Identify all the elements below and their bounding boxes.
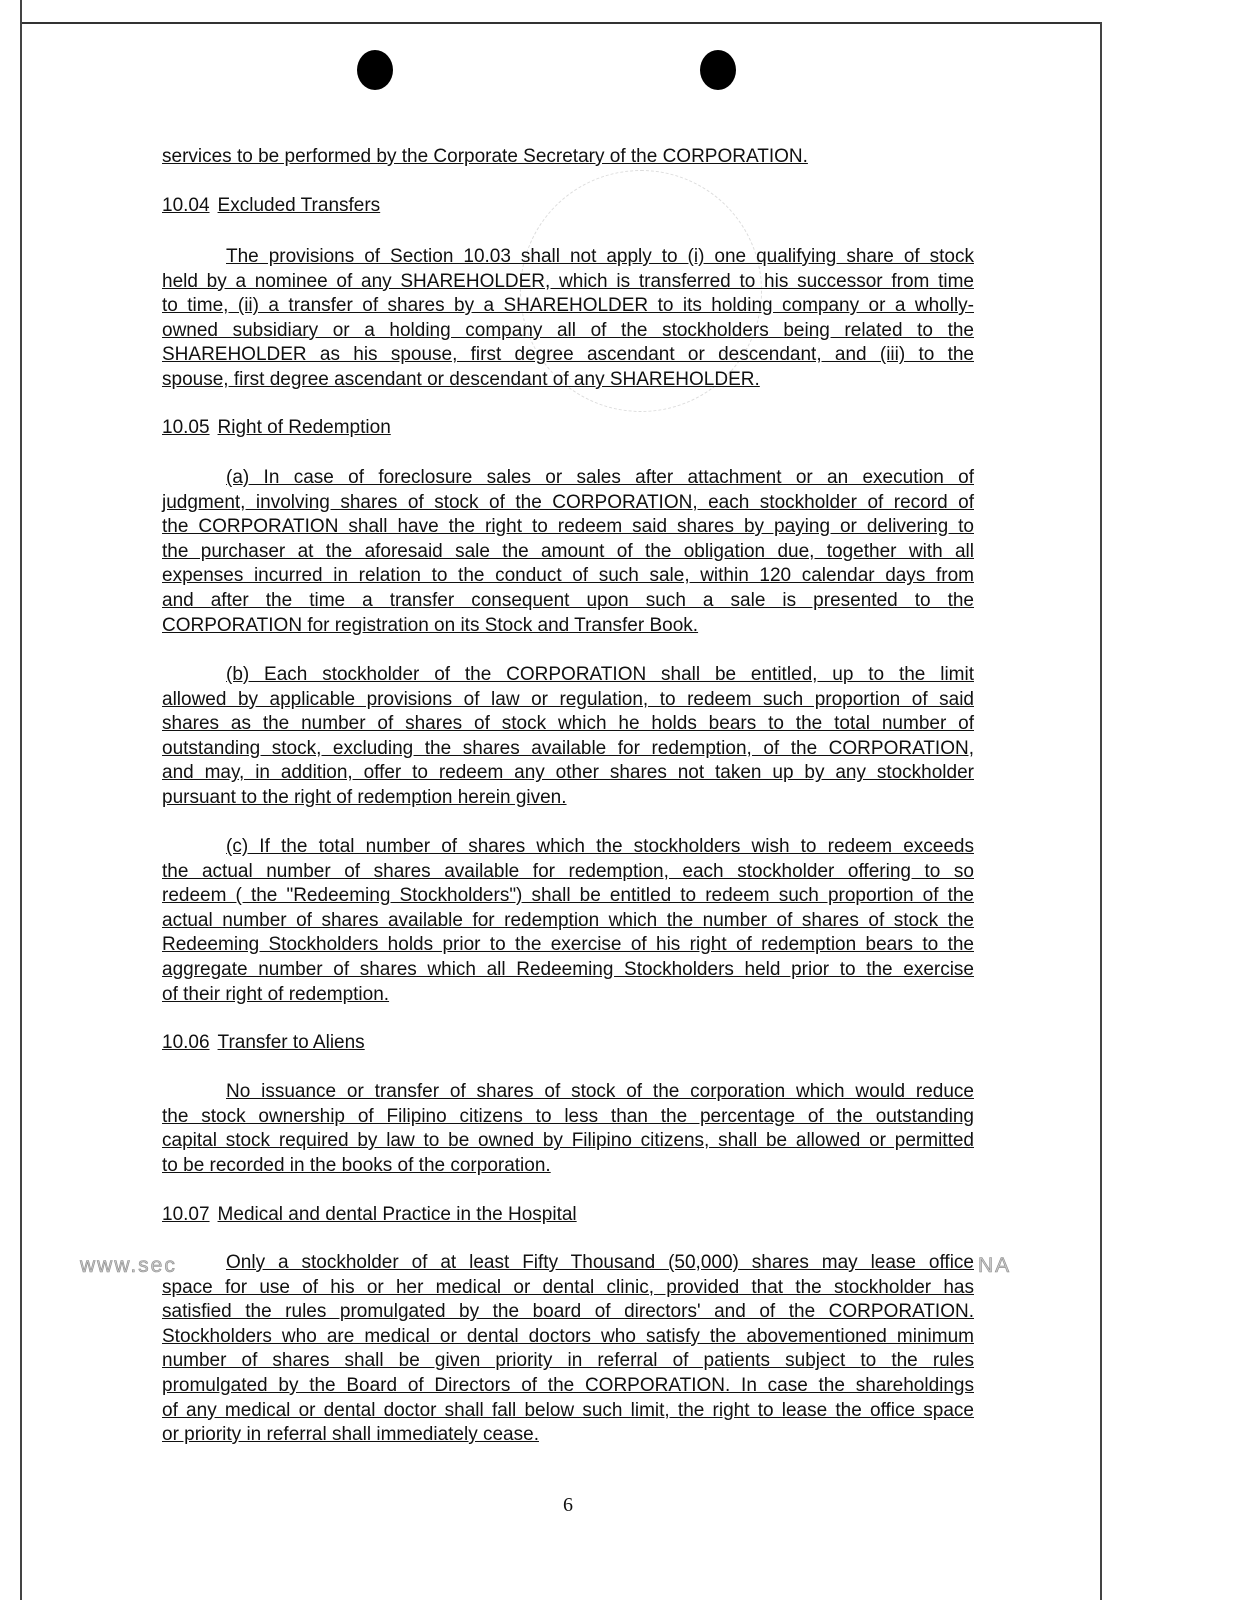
text-line: space for use of his or her medical or dental clinic, provided that the stockholder has <box>162 1276 974 1298</box>
paragraph <box>162 1251 974 1448</box>
text-line: held by a nominee of any SHAREHOLDER, which is transferred to his successor from time <box>162 270 974 292</box>
section-heading <box>162 1203 577 1227</box>
section-number: 10.06 <box>162 1032 210 1053</box>
text-line: number of shares shall be given priority in referral of patients subject to the rules <box>162 1350 974 1372</box>
section-title: Transfer to Aliens <box>217 1032 365 1053</box>
text-line: to time, (ii) a transfer of shares by a SHAREHOLDER to its holding company or a wholly- <box>162 295 974 317</box>
text-line: pursuant to the right of redemption herein given. <box>162 786 567 808</box>
paragraph <box>162 466 974 638</box>
section-number: 10.05 <box>162 417 210 438</box>
text-line: shares as the number of shares of stock which he holds bears to the total number of <box>162 713 974 735</box>
text-line: and after the time a transfer consequent upon such a sale is presented to the <box>162 589 974 611</box>
text-line: promulgated by the Board of Directors of the CORPORATION. In case the shareholdings <box>162 1374 974 1396</box>
text-line: of any medical or dental doctor shall fall below such limit, the right to lease the office space <box>162 1399 974 1421</box>
text-line: SHAREHOLDER as his spouse, first degree ascendant or descendant, and (iii) to the <box>162 344 974 366</box>
text-line: expenses incurred in relation to the conduct of such sale, within 120 calendar days from <box>162 565 974 587</box>
section-heading <box>162 1031 365 1055</box>
section-title: Excluded Transfers <box>217 195 381 216</box>
text-line: owned subsidiary or a holding company all of the stockholders being related to the <box>162 319 974 341</box>
text-line: Only a stockholder of at least Fifty Thousand (50,000) shares may lease office <box>226 1252 974 1273</box>
text-line: judgment, involving shares of stock of the CORPORATION, each stockholder of record of <box>162 491 974 513</box>
text-line: capital stock required by law to be owned by Filipino citizens, shall be allowed or permitted <box>162 1130 974 1152</box>
text-line: CORPORATION for registration on its Stock and Transfer Book. <box>162 614 699 636</box>
punch-hole-right <box>700 50 736 90</box>
text-line: Redeeming Stockholders holds prior to the exercise of his right of redemption bears to the <box>162 934 974 956</box>
section-number: 10.04 <box>162 195 210 216</box>
text-line: (c) If the total number of shares which the stockholders wish to redeem exceeds <box>226 836 974 857</box>
watermark-left: www.sec <box>80 1254 177 1277</box>
text-line: or priority in referral shall immediately cease. <box>162 1424 539 1446</box>
section-heading <box>162 194 380 218</box>
text-line: (a) In case of foreclosure sales or sales after attachment or an execution of <box>226 467 974 488</box>
paragraph <box>162 663 974 811</box>
section-title: Medical and dental Practice in the Hospital <box>217 1204 577 1225</box>
paragraph <box>162 1080 974 1178</box>
section-number: 10.07 <box>162 1204 210 1225</box>
paragraph <box>162 835 974 1007</box>
paragraph <box>162 245 974 393</box>
scan-edge-right <box>1100 22 1102 1600</box>
text-line: the stock ownership of Filipino citizens to less than the percentage of the outstanding <box>162 1105 974 1127</box>
text-line: aggregate number of shares which all Redeeming Stockholders held prior to the exercise <box>162 958 974 980</box>
text-line: services to be performed by the Corporate Secretary of the CORPORATION. <box>162 146 808 167</box>
scan-edge-top <box>22 22 1102 24</box>
text-line: Stockholders who are medical or dental doctors who satisfy the abovementioned minimum <box>162 1325 974 1347</box>
scan-edge-left <box>20 0 22 1600</box>
watermark-right: NA <box>978 1254 1012 1277</box>
text-line: spouse, first degree ascendant or descendant of any SHAREHOLDER. <box>162 368 760 390</box>
text-line: actual number of shares available for redemption which the number of shares of stock the <box>162 909 974 931</box>
paragraph <box>162 145 974 170</box>
text-line: allowed by applicable provisions of law or regulation, to redeem such proportion of said <box>162 688 974 710</box>
text-line: (b) Each stockholder of the CORPORATION shall be entitled, up to the limit <box>226 664 974 685</box>
page-number: 6 <box>563 1494 573 1516</box>
text-line: redeem ( the "Redeeming Stockholders") shall be entitled to redeem such proportion of the <box>162 885 974 907</box>
text-line: satisfied the rules promulgated by the board of directors' and of the CORPORATION. <box>162 1301 974 1323</box>
text-line: The provisions of Section 10.03 shall not apply to (i) one qualifying share of stock <box>226 246 974 267</box>
section-title: Right of Redemption <box>217 417 391 438</box>
section-heading <box>162 416 391 440</box>
text-line: the CORPORATION shall have the right to redeem said shares by paying or delivering to <box>162 516 974 538</box>
text-line: the purchaser at the aforesaid sale the amount of the obligation due, together with all <box>162 540 974 562</box>
text-line: to be recorded in the books of the corporation. <box>162 1154 551 1176</box>
text-line: and may, in addition, offer to redeem any other shares not taken up by any stockholder <box>162 762 974 784</box>
text-line: of their right of redemption. <box>162 983 390 1005</box>
text-line: No issuance or transfer of shares of stock of the corporation which would reduce <box>226 1081 974 1102</box>
text-line: the actual number of shares available for redemption, each stockholder offering to so <box>162 860 974 882</box>
text-line: outstanding stock, excluding the shares available for redemption, of the CORPORATION, <box>162 737 974 759</box>
punch-hole-left <box>357 50 393 90</box>
